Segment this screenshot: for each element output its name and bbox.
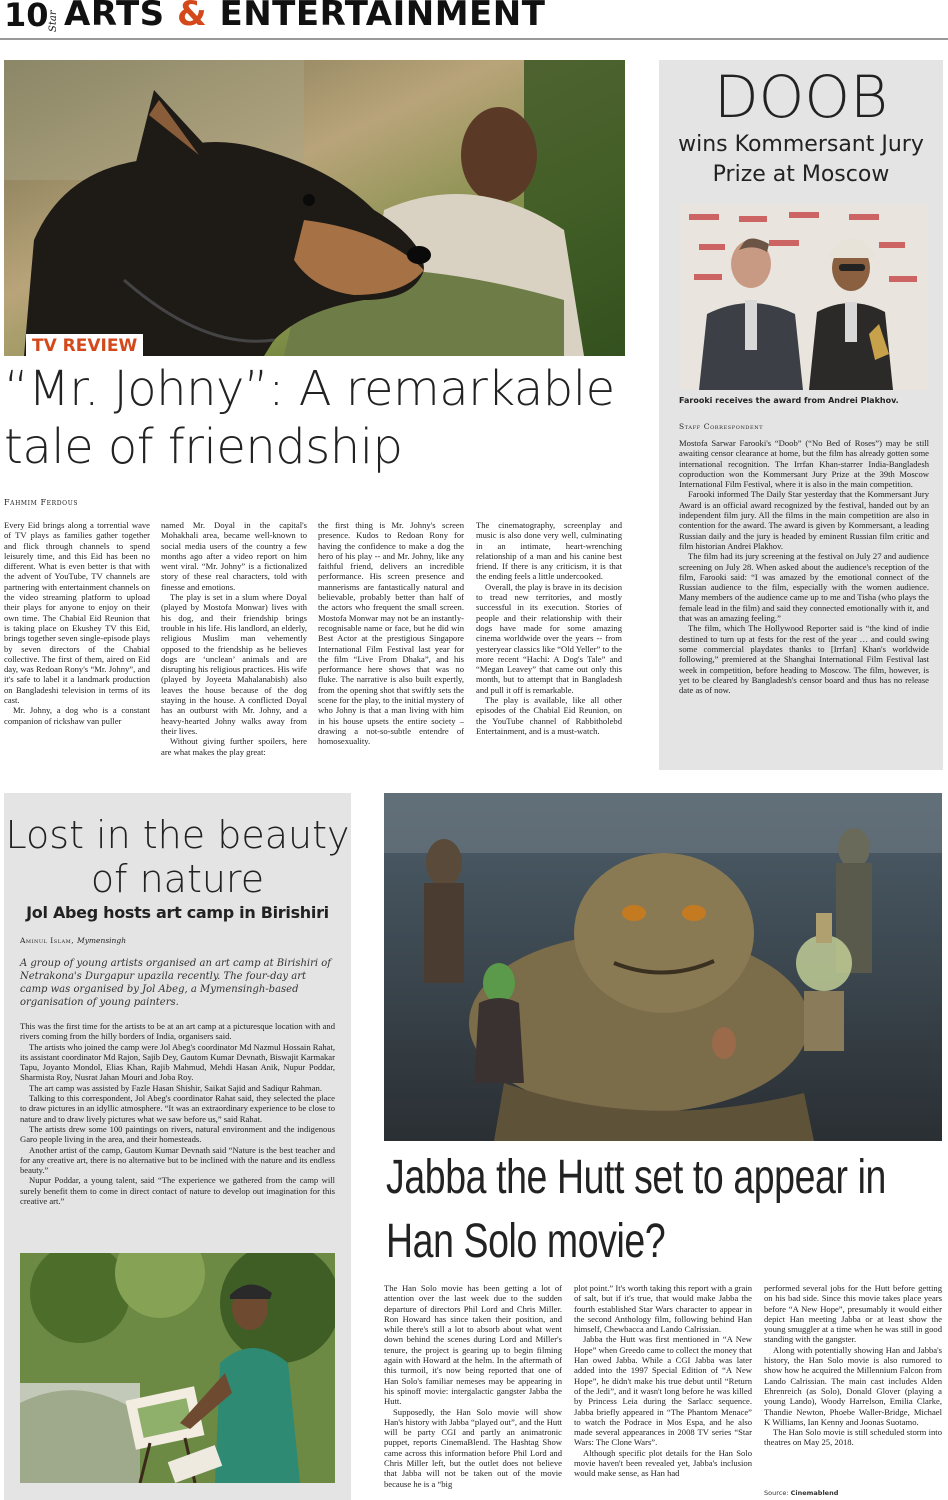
paragraph: Mostofa Sarwar Farooki's “Doob” (“No Bed of Roses”) may be still awaiting censor clearance at home, but the film has already gotten some international recognition. The Irrfan Khan-starrer India-Bangladesh coproduction won the Kommersant Jury Prize at the 39th Moscow International Film Festival, where it is also in the main competition. — [679, 438, 929, 490]
tv-review-badge: TV REVIEW — [26, 334, 143, 358]
jabba-column-3 — [764, 1283, 942, 1483]
source-label: Source: — [764, 1489, 791, 1497]
paragraph: Overall, the play is brave in its decision to tread new territories, and mostly successful in its execution. Stories of people and their relationship with their dogs have made for some amazing cinema worldwide over the years -- from yesteryear classics like “Old Yeller” to the more recent “Hachi: A Dog's Tale” and “Megan Leavey” that came out only this month, but to attempt that in Bangladesh and pull it off is remarkable. — [476, 581, 622, 695]
johny-column-4 — [476, 520, 622, 760]
paragraph: The play is set in a slum where Doyal (played by Mostofa Monwar) lives with his dog, and their friendship brings trouble in his life. His landlord, an elderly, religious Muslim man vehemently opposed to the friendship as he believes dogs are ‘unclean’ animals and are disrupting his religious practices. His wife (played by Joyeeta Mahalanabish) also leaves the house because of the dog staying in the house. A conflicted Doyal has an outburst with Mr. Johny, and a heavy-hearted Johny walks away from their lives. — [161, 592, 307, 736]
lost-intro: A group of young artists organised an art camp at Birishiri of Netrakona's Durgapur upazila recently. The four-day art camp was organised by Jol Abeg, a Mymensingh-based organisation of young painters. — [20, 958, 331, 1008]
jabba-source-credit — [764, 1489, 838, 1497]
page-number: 10 — [4, 0, 49, 34]
paragraph: The Han Solo movie is still scheduled storm into theatres on May 25, 2018. — [764, 1427, 942, 1448]
paragraph: Although specific plot details for the Han Solo movie haven't been revealed yet, Jabba's inclusion would make sense, as Han had — [574, 1447, 752, 1479]
jabba-scene-illustration — [384, 793, 942, 1141]
paragraph: Another artist of the camp, Gautom Kumar Devnath said “Nature is the best teacher and for any creative art, there is no alternative but to be inclined with the nature and its endless beauty.” — [20, 1144, 335, 1176]
paragraph: This was the first time for the artists to be at an art camp at a picturesque location with and rivers coming from the hilly borders of India, organisers said. — [20, 1021, 335, 1042]
jabba-the-hutt-scene-photo — [384, 793, 942, 1141]
page-header — [0, 0, 948, 40]
section-title-part2: ENTERTAINMENT — [207, 0, 546, 34]
lost-article-box — [4, 793, 351, 1500]
jabba-column-1 — [384, 1283, 562, 1493]
doob-photo-caption: Farooki receives the award from Andrei Plakhov. — [679, 396, 899, 405]
doob-subtitle: wins Kommersant Jury Prize at Moscow — [678, 132, 924, 187]
johny-column-3 — [318, 520, 464, 760]
star-logo: Star — [48, 10, 59, 32]
section-title-ampersand: & — [176, 0, 208, 34]
doob-body — [679, 438, 929, 695]
paragraph: Along with potentially showing Han and Jabba's history, the Han Solo movie is also rumored to show how he acquired the Millennium Falcon from Lando Calrissian. The main cast includes Alden Ehrenreich (as Solo), Donald Glover (playing a young Lando), Woody Harrelson, Emilia Clarke, Thandie Newton, Phoebe Waller-Bridge, Michael K Williams, Ian Kenny and Joonas Suotamo. — [764, 1344, 942, 1427]
award-ceremony-illustration — [679, 204, 927, 390]
paragraph: The film had its jury screening at the festival on July 27 and audience screening on July 28. When asked about the audience's reception of the film, Farooki said: “I was amazed by the emotional connect of the Russian audience to the film, especially with the women audience. Many members of the audience came up to me and Tisha (who plays the female lead in the film) and said they connected emotionally with it, and that was an amazing feeling.” — [679, 551, 929, 624]
paragraph: The art camp was assisted by Fazle Hasan Shishir, Saikat Sajid and Sadiqur Rahman. — [29, 1082, 322, 1093]
paragraph: Farooki informed The Daily Star yesterday that the Kommersant Jury Award is an official award recognized by the festival, handed out by an independent film jury. All the films in the main competition are also in contention for the award. The award is given by Kommersant, a leading Russian daily and the jury is headed by eminent Russian film critic and film historian Andrei Plakhov. — [679, 489, 929, 551]
lost-body — [20, 1021, 335, 1206]
paragraph: Talking to this correspondent, Jol Abeg's coordinator Rahat said, they selected the place to draw pictures in an idyllic atmosphere. “It was an extraordinary experience to be close to nature and to draw lively pictures what we saw before us,” said Rahat. — [20, 1093, 335, 1124]
paragraph: the first thing is Mr. Johny's screen presence. Kudos to Redoan Rony for having the confidence to make a dog the hero of his play -- and Mr. Johny, like any faithful friend, delivers an incredible performance. His screen presence and mannerisms are fantastically natural and believable, probably better than half of the actors who frequent the small screen. Mostofa Monwar may not be an instantly-recognisable name or face, but he did win Best Actor at the prestigious Singapore International Film Festival last year for the film “Live From Dhaka”, and his performance here shows that was no fluke. The narrative is also built expertly, from the opening shot that swiftly sets the scene for the play, to the initial mystery of who Johny is that a man living with him in his house upsets the entire society – drawing a not-so-subtle entendre of homosexuality. — [318, 520, 464, 747]
section-title — [64, 0, 545, 34]
doob-article-box — [659, 60, 943, 770]
paragraph: The cinematography, screenplay and music is also done very well, culminating in an intimate, heart-wrenching relationship of a man and his canine best friend. If there is any criticism, it is that the ending feels a little undercooked. — [476, 520, 622, 582]
award-ceremony-photo — [679, 204, 927, 390]
johny-byline: Fahmim Ferdous — [4, 498, 79, 507]
johny-column-2 — [161, 520, 307, 760]
lost-subtitle: Jol Abeg hosts art camp in Birishiri — [26, 903, 329, 922]
jabba-headline: Jabba the Hutt set to appear in Han Solo movie? — [386, 1151, 886, 1268]
paragraph: The artists drew some 100 paintings on rivers, natural environment and the indigenous Garo people living in the area, and their homesteads. — [20, 1123, 335, 1145]
artist-painting-illustration — [20, 1253, 335, 1483]
dog-and-man-illustration — [4, 60, 625, 356]
paragraph: plot point.” It's worth taking this report with a grain of salt, but if it's true, that would make Jabba the fourth established Star Wars character to appear in the second Anthology film, following behind Han himself, Chewbacca and Lando Calrissian. — [574, 1283, 752, 1335]
paragraph: Every Eid brings along a torrential wave of TV plays as families gather together and flick through channels to spend leisurely time, and this Eid has been no different. What is even better is that with the advent of YouTube, TV channels are partnering with entertainment channels on the video streaming platform to upload their plays for anyone to enjoy on their own time. The Chabial Eid Reunion that is taking place on Ekushey TV this Eid, brings together seven single-episode plays by seven directors of the Chabial collective. The first of them, aired on Eid day, was Redoan Rony's “Mr. Johny”, and it's safe to label it a landmark production on Bangladeshi television in terms of its cast. — [4, 520, 150, 706]
lost-title: Lost in the beauty of nature — [5, 813, 350, 901]
paragraph: named Mr. Doyal in the capital's Mohakhali area, became well-known to social media users of the country a few months ago after a video report on him went viral. “Mr. Johny” is a fictionalized story of these real characters, told with finesse and emotions. — [161, 520, 307, 592]
paragraph: Without giving further spoilers, here are what makes the play great: — [161, 736, 307, 757]
paragraph: Nupur Poddar, a young talent, said “The experience we gathered from the camp will surely benefit them to come in direct contact of nature to develop out imagination for this creative art.” — [20, 1175, 335, 1207]
paragraph: The Han Solo movie has been getting a lot of attention over the last week due to the sudden departure of directors Phil Lord and Chris Miller. Ron Howard has since taken their position, and while there's still a lot to absorb about what went down behind the scenes during Lord and Miller's tenure, the project is gearing up to begin filming again with Howard at the helm. In the aftermath of this turmoil, it's now being reported that one of Han Solo's familiar nemeses may be appearing in his spinoff movie: intergalactic gangster Jabba the Hutt. — [384, 1283, 562, 1407]
doob-title: DOOB — [714, 63, 888, 131]
paragraph: Mr. Johny, a dog who is a constant companion of rickshaw van puller — [4, 705, 150, 726]
paragraph: performed several jobs for the Hutt before getting on his bad side. Since this movie takes place years before “A New Hope”, presumably it would either depict Han meeting Jabba or at least show the young smuggler at a time when he was still in good standing with the gangster. — [764, 1283, 942, 1345]
paragraph: The artists who joined the camp were Jol Abeg's coordinator Md Nazmul Hossain Rahat, its assistant coordinator Md Rajon, Sajib Dey, Gautom Kumar Devnath, Biswajit Karmakar Tapu, Joyanto Mondol, Elias Khan, Rajib Mahmud, Mehdi Hasan Anik, Nupur Poddar, Sharmista Roy, Nusrat Jahan Mouri and Joba Roy. — [20, 1041, 335, 1083]
lost-byline-place: Mymensingh — [77, 936, 127, 945]
johny-column-1 — [4, 520, 150, 760]
jabba-column-2 — [574, 1283, 752, 1493]
source-name: Cinemablend — [790, 1489, 839, 1497]
doob-byline: Staff Correspondent — [679, 422, 764, 431]
lost-byline-name: Aminul Islam, — [20, 936, 78, 945]
dog-and-man-photo — [4, 60, 625, 356]
lost-byline — [20, 936, 126, 945]
johny-headline: “Mr. Johny”: A remarkable tale of friendship — [4, 361, 615, 475]
paragraph: The film, which The Hollywood Reporter said is “the kind of indie destined to turn up at fests for the rest of the year … and could swing some commercial playdates thanks to [Irrfan] Khan's worldwide following,” premiered at the Shanghai International Film Festival last week in competition, before heading to Moscow. The film, however, is yet to be cleared by Bangladesh's censor board and thus has no release date as of now. — [679, 623, 929, 696]
section-title-part1: ARTS — [64, 0, 177, 34]
paragraph: The play is available, like all other episodes of the Chabial Eid Reunion, on the YouTube channel of Rabbitholebd Entertainment, and is a must-watch. — [476, 695, 622, 736]
paragraph: Supposedly, the Han Solo movie will show Han's history with Jabba “played out”, and the Hutt will be party CGI and partly an animatronic puppet, reports CinemaBlend. The Hashtag Show came across this information before Phil Lord and Chris Miller left, but the outlet does not believe that Jabba will not be taken out of the movie because he is a “big — [384, 1406, 562, 1489]
artist-painting-outdoors-photo — [20, 1253, 335, 1483]
paragraph: Jabba the Hutt was first mentioned in “A New Hope” when Greedo came to collect the money that Han owed Jabba. While a CGI Jabba was later added into the 1997 Special Edition of “A New Hope”, he didn't make his true debut until “Return of the Jedi”, and it wasn't long before he was killed by Princess Leia during the Sarlacc sequence. Jabba briefly appeared in “The Phantom Menace” to watch the Podrace in Mos Espa, and he also made several appearances in 2008 TV series “Star Wars: The Clone Wars”. — [574, 1334, 752, 1448]
